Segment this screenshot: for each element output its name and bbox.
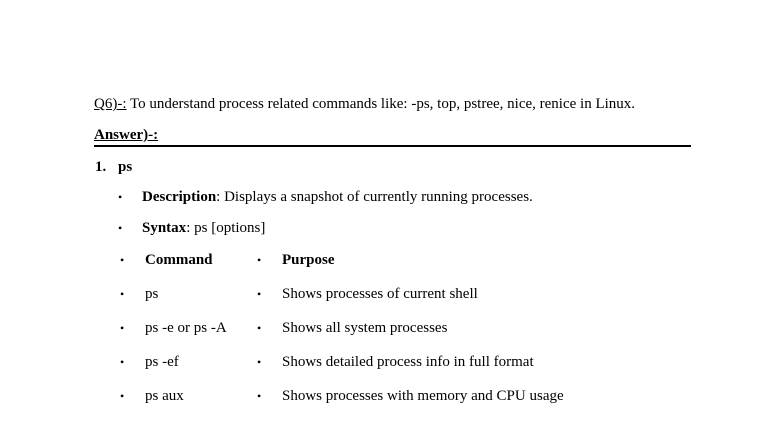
bullet-icon: • [257, 253, 262, 267]
row-command: ps -e or ps -A [145, 320, 227, 336]
header-command: Command [145, 252, 213, 268]
row-purpose: Shows detailed process info in full format [282, 354, 534, 370]
question-line [94, 95, 635, 113]
row-command: ps aux [145, 388, 184, 404]
bullet-icon: • [120, 389, 125, 403]
row-purpose: Shows all system processes [282, 320, 448, 336]
row-purpose: Shows processes of current shell [282, 286, 478, 302]
bullet-icon: • [118, 221, 123, 235]
bullet-icon: • [118, 190, 123, 204]
syntax-line [142, 219, 265, 237]
question-label: Q6)-: [94, 96, 127, 112]
bullet-icon: • [120, 355, 125, 369]
section-number: 1. [95, 159, 107, 175]
description-label: Description [142, 189, 217, 205]
row-purpose: Shows processes with memory and CPU usage [282, 388, 564, 404]
description-text: : Displays a snapshot of currently running processes. [216, 189, 533, 205]
bullet-icon: • [120, 287, 125, 301]
syntax-text: : ps [options] [186, 220, 266, 236]
question-text: To understand process related commands like: -ps, top, pstree, nice, renice in Linux. [126, 96, 636, 112]
bullet-icon: • [257, 321, 262, 335]
bullet-icon: • [257, 355, 262, 369]
answer-heading: Answer)-: [94, 127, 159, 143]
bullet-icon: • [120, 321, 125, 335]
bullet-icon: • [120, 253, 125, 267]
bullet-icon: • [257, 389, 262, 403]
bullet-icon: • [257, 287, 262, 301]
section-title: ps [118, 159, 133, 175]
header-purpose: Purpose [282, 252, 335, 268]
syntax-label: Syntax [142, 220, 187, 236]
description-line [142, 188, 533, 206]
row-command: ps -ef [145, 354, 179, 370]
horizontal-rule [94, 145, 691, 147]
row-command: ps [145, 286, 159, 302]
